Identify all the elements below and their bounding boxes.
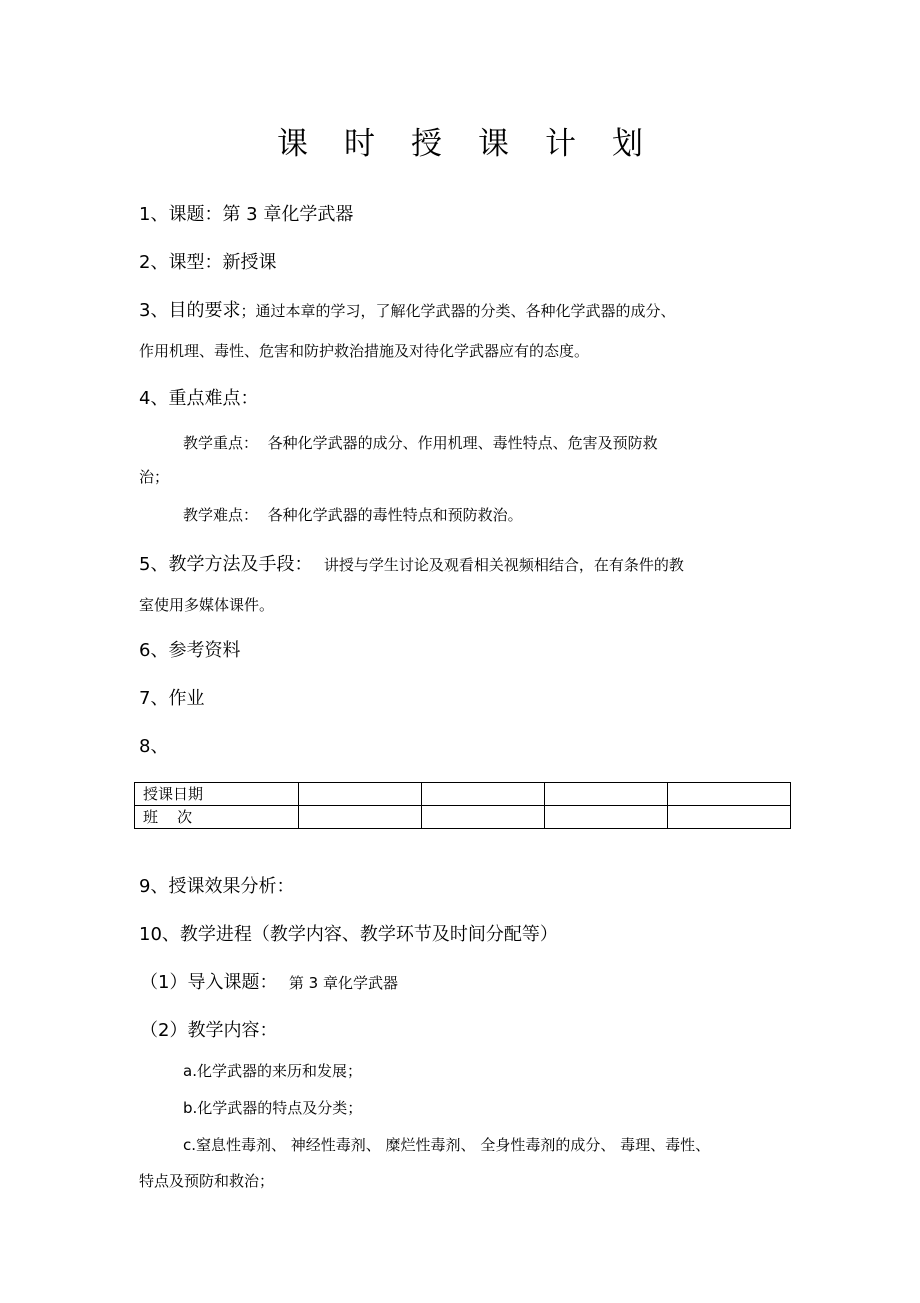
table-cell	[668, 806, 791, 829]
table-cell: 授课日期	[135, 783, 299, 806]
homework-label: 7、作业	[139, 688, 205, 709]
intro-label: （1）导入课题：	[140, 972, 278, 993]
content-item-a: a.化学武器的来历和发展；	[183, 1062, 362, 1080]
page-title: 课时授课计划	[277, 126, 679, 162]
item-method	[139, 550, 684, 576]
keypoints-label: 4、重点难点：	[139, 388, 259, 409]
content-item-c-line2: 特点及预防和救治；	[139, 1172, 275, 1190]
table-cell	[299, 783, 422, 806]
table-cell	[422, 806, 545, 829]
type-value: 新授课	[222, 252, 277, 273]
table-cell	[422, 783, 545, 806]
focus-text-cont: 治；	[139, 468, 170, 486]
goal-text-line1: ；通过本章的学习，了解化学武器的分类、各种化学武器的成分、	[240, 302, 676, 320]
focus-text: 各种化学武器的成分、作用机理、毒性特点、危害及预防救	[267, 434, 658, 452]
content-item-c-line1: c.窒息性毒剂、 神经性毒剂、 糜烂性毒剂、 全身性毒剂的成分、 毒理、毒性、	[183, 1136, 711, 1154]
topic-label: 1、课题：	[139, 204, 223, 225]
focus-label: 教学重点：	[183, 434, 259, 452]
table-cell: 班 次	[135, 806, 299, 829]
difficulty-label: 教学难点：	[183, 506, 259, 524]
type-label: 2、课型：	[139, 252, 223, 273]
table-row	[135, 783, 791, 806]
item-goal	[139, 296, 675, 322]
references-label: 6、参考资料	[139, 640, 241, 661]
table-cell	[545, 783, 668, 806]
difficulty-text: 各种化学武器的毒性特点和预防救治。	[267, 506, 523, 524]
method-label: 5、教学方法及手段：	[139, 554, 313, 575]
process-label: 10、教学进程（教学内容、教学环节及时间分配等）	[139, 924, 558, 945]
schedule-table	[134, 782, 791, 829]
content-label: （2）教学内容：	[140, 1020, 278, 1041]
intro-text: 第 3 章化学武器	[288, 974, 398, 992]
table-cell	[668, 783, 791, 806]
topic-value: 第 3 章化学武器	[222, 204, 354, 225]
goal-label: 3、目的要求	[139, 300, 241, 321]
item-eight-label: 8、	[139, 736, 169, 757]
goal-text-line2: 作用机理、毒性、危害和防护救治措施及对待化学武器应有的态度。	[139, 342, 590, 360]
item-topic	[139, 200, 353, 226]
focus-line	[183, 432, 658, 453]
table-cell	[299, 806, 422, 829]
difficulty-line	[183, 504, 523, 525]
table-cell	[545, 806, 668, 829]
table-row	[135, 806, 791, 829]
effect-label: 9、授课效果分析：	[139, 876, 295, 897]
content-item-b: b.化学武器的特点及分类；	[183, 1099, 363, 1117]
method-text-line2: 室使用多媒体课件。	[139, 596, 275, 614]
item-type	[139, 248, 276, 274]
intro-line	[140, 968, 398, 994]
method-text-line1: 讲授与学生讨论及观看相关视频相结合，在有条件的教	[323, 556, 684, 574]
